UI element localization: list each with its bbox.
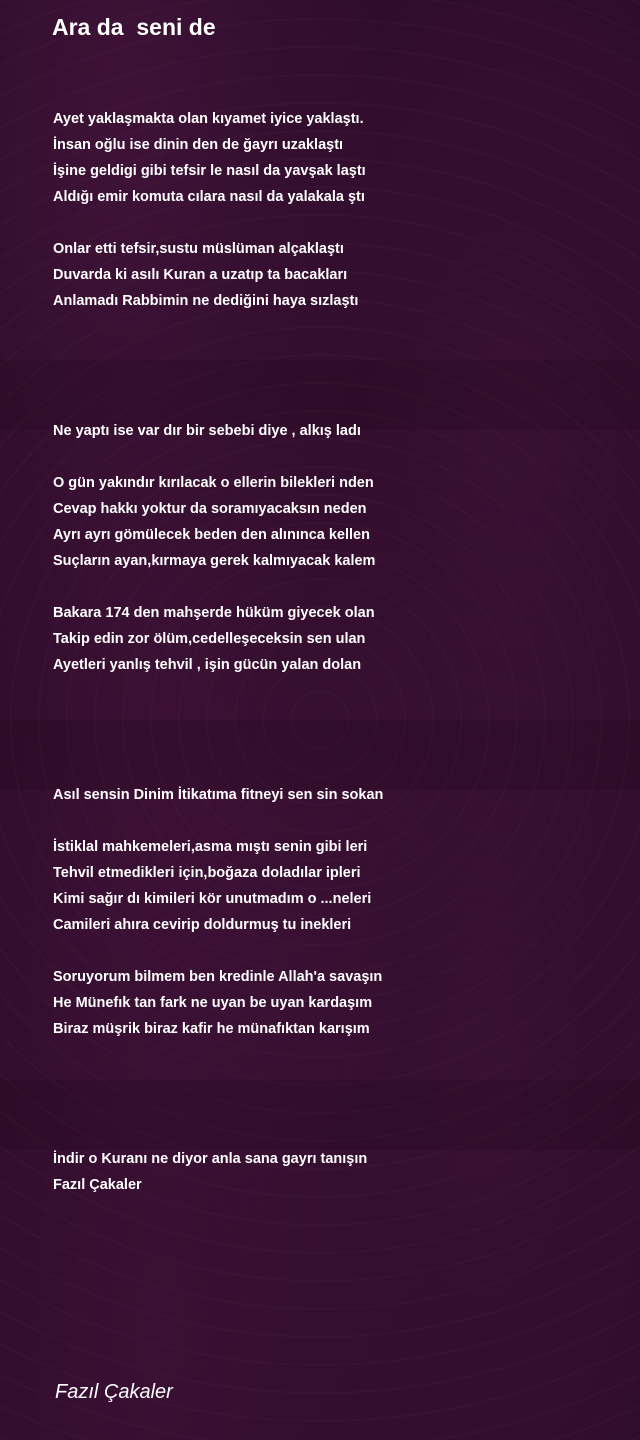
- poem-line: Suçların ayan,kırmaya gerek kalmıyacak kalem: [53, 553, 376, 569]
- stanza-gap: [53, 574, 613, 600]
- poem-line: Takip edin zor ölüm,cedelleşeceksin sen ulan: [53, 631, 366, 647]
- stanza-gap: [53, 392, 613, 418]
- poem-line: O gün yakındır kırılacak o ellerin bilekleri nden: [53, 475, 374, 491]
- stanza-gap: [53, 756, 613, 782]
- stanza-gap: [53, 340, 613, 366]
- poem-line: Bakara 174 den mahşerde hüküm giyecek olan: [53, 605, 375, 621]
- stanza-gap: [53, 678, 613, 704]
- poem-body: [53, 106, 613, 1198]
- poem-line: Cevap hakkı yoktur da soramıyacaksın neden: [53, 501, 367, 517]
- poem-line: Aldığı emir komuta cılara nasıl da yalakala ştı: [53, 189, 365, 205]
- poem-line: Biraz müşrik biraz kafir he münafıktan karışım: [53, 1021, 370, 1037]
- stanza-gap: [53, 366, 613, 392]
- stanza-gap: [53, 1042, 613, 1068]
- poem-line: İndir o Kuranı ne diyor anla sana gayrı tanışın: [53, 1151, 368, 1167]
- poem-line: Soruyorum bilmem ben kredinle Allah'a savaşın: [53, 969, 383, 985]
- stanza-gap: [53, 730, 613, 756]
- poem-line: Fazıl Çakaler: [53, 1177, 142, 1193]
- poem-line: Anlamadı Rabbimin ne dediğini haya sızlaştı: [53, 293, 359, 309]
- poem-line: İstiklal mahkemeleri,asma mıştı senin gibi leri: [53, 839, 368, 855]
- poem-line: Ne yaptı ise var dır bir sebebi diye , alkış ladı: [53, 423, 361, 439]
- poem-line: Kimi sağır dı kimileri kör unutmadım o ...neleri: [53, 891, 372, 907]
- poem-line: Tehvil etmedikleri için,boğaza doladılar ipleri: [53, 865, 361, 881]
- stanza-gap: [53, 444, 613, 470]
- stanza-gap: [53, 314, 613, 340]
- poem-line: Duvarda ki asılı Kuran a uzatıp ta bacakları: [53, 267, 348, 283]
- stanza-gap: [53, 1068, 613, 1094]
- stanza-gap: [53, 704, 613, 730]
- poem-line: Ayetleri yanlış tehvil , işin gücün yalan dolan: [53, 657, 362, 673]
- poem-line: Onlar etti tefsir,sustu müslüman alçaklaştı: [53, 241, 344, 257]
- stanza-gap: [53, 808, 613, 834]
- poem-line: Ayrı ayrı gömülecek beden den alınınca kellen: [53, 527, 370, 543]
- poem-line: He Münefık tan fark ne uyan be uyan kardaşım: [53, 995, 373, 1011]
- poem-title: Ara da seni de: [52, 14, 216, 40]
- stanza-gap: [53, 1120, 613, 1146]
- stanza-gap: [53, 938, 613, 964]
- poem-line: Asıl sensin Dinim İtikatıma fitneyi sen sin sokan: [53, 787, 384, 803]
- poem-line: Camileri ahıra cevirip doldurmuş tu inekleri: [53, 917, 352, 933]
- author-signature: Fazıl Çakaler: [55, 1381, 173, 1403]
- poem-line: İnsan oğlu ise dinin den de ğayrı uzaklaştı: [53, 137, 344, 153]
- poem-line: İşine geldigi gibi tefsir le nasıl da yavşak laştı: [53, 163, 366, 179]
- stanza-gap: [53, 210, 613, 236]
- poem-line: Ayet yaklaşmakta olan kıyamet iyice yaklaştı.: [53, 111, 364, 127]
- stanza-gap: [53, 1094, 613, 1120]
